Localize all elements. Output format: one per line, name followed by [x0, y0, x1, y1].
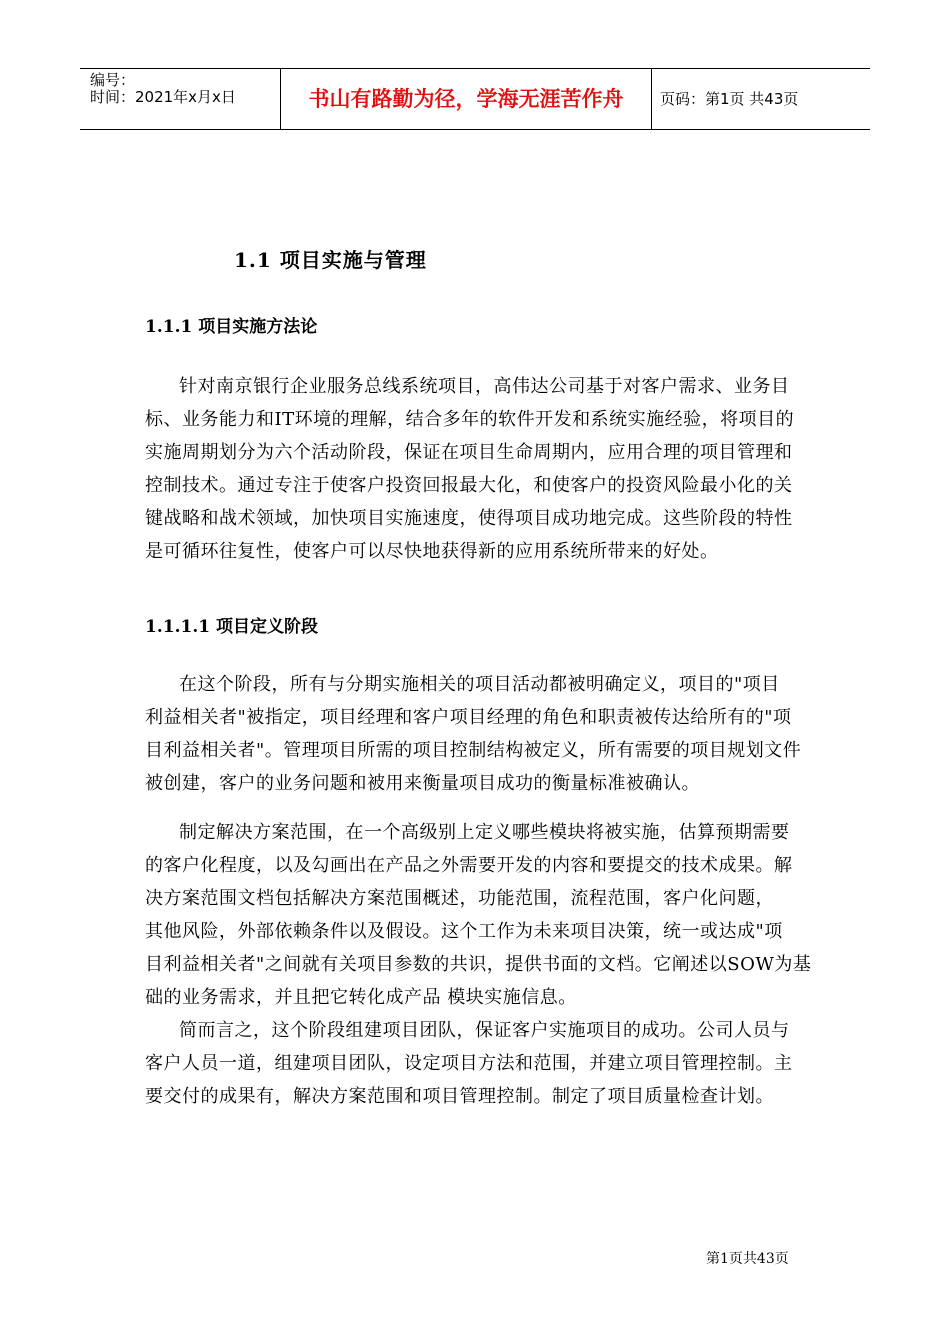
paragraph-line: 决方案范围文档包括解决方案范围概述，功能范围，流程范围，客户化问题，	[145, 888, 774, 909]
subsection-title: 1.1.1 项目实施方法论	[145, 317, 318, 337]
paragraph-line: 标、业务能力和IT环境的理解，结合多年的软件开发和系统实施经验，将项目的	[145, 409, 795, 430]
paragraph-line: 实施周期划分为六个活动阶段，保证在项目生命周期内，应用合理的项目管理和	[145, 442, 793, 463]
page-header	[80, 68, 870, 130]
paragraph-line: 目利益相关者"。管理项目所需的项目控制结构被定义，所有需要的项目规划文件	[145, 740, 802, 761]
paragraph-line: 简而言之，这个阶段组建项目团队，保证客户实施项目的成功。公司人员与	[179, 1020, 790, 1041]
paragraph-line: 利益相关者"被指定，项目经理和客户项目经理的角色和职责被传达给所有的"项	[145, 707, 792, 728]
document-date-label: 时间：2021年x月x日	[90, 88, 236, 106]
subsubsection-title: 1.1.1.1 项目定义阶段	[145, 617, 318, 637]
paragraph-line: 础的业务需求，并且把它转化成产品 模块实施信息。	[145, 987, 577, 1008]
header-meta-cell	[80, 69, 281, 129]
header-motto: 书山有路勤为径，学海无涯苦作舟	[281, 69, 652, 129]
paragraph-line: 控制技术。通过专注于使客户投资回报最大化，和使客户的投资风险最小化的关	[145, 475, 793, 496]
paragraph-line: 被创建，客户的业务问题和被用来衡量项目成功的衡量标准被确认。	[145, 773, 700, 794]
footer-page-number: 第1页共43页	[706, 1251, 789, 1267]
paragraph-line: 是可循环往复性，使客户可以尽快地获得新的应用系统所带来的好处。	[145, 541, 719, 562]
paragraph-line: 要交付的成果有，解决方案范围和项目管理控制。制定了项目质量检查计划。	[145, 1086, 774, 1107]
paragraph-line: 目利益相关者"之间就有关项目参数的共识，提供书面的文档。它阐述以SOW为基	[145, 954, 812, 975]
paragraph-line: 键战略和战术领域，加快项目实施速度，使得项目成功地完成。这些阶段的特性	[145, 508, 793, 529]
section-title: 1.1 项目实施与管理	[234, 248, 427, 272]
paragraph-line: 针对南京银行企业服务总线系统项目，高伟达公司基于对客户需求、业务目	[179, 376, 790, 397]
paragraph-line: 的客户化程度，以及勾画出在产品之外需要开发的内容和要提交的技术成果。解	[145, 855, 793, 876]
paragraph-line: 其他风险，外部依赖条件以及假设。这个工作为未来项目决策，统一或达成"项	[145, 921, 783, 942]
paragraph-line: 制定解决方案范围，在一个高级别上定义哪些模块将被实施，估算预期需要	[179, 822, 790, 843]
document-number-label: 编号：	[90, 71, 136, 89]
paragraph-line: 客户人员一道，组建项目团队，设定项目方法和范围，并建立项目管理控制。主	[145, 1053, 793, 1074]
paragraph-line: 在这个阶段，所有与分期实施相关的项目活动都被明确定义，项目的"项目	[179, 674, 780, 695]
header-page-number: 页码：第1页 共43页	[660, 90, 799, 108]
